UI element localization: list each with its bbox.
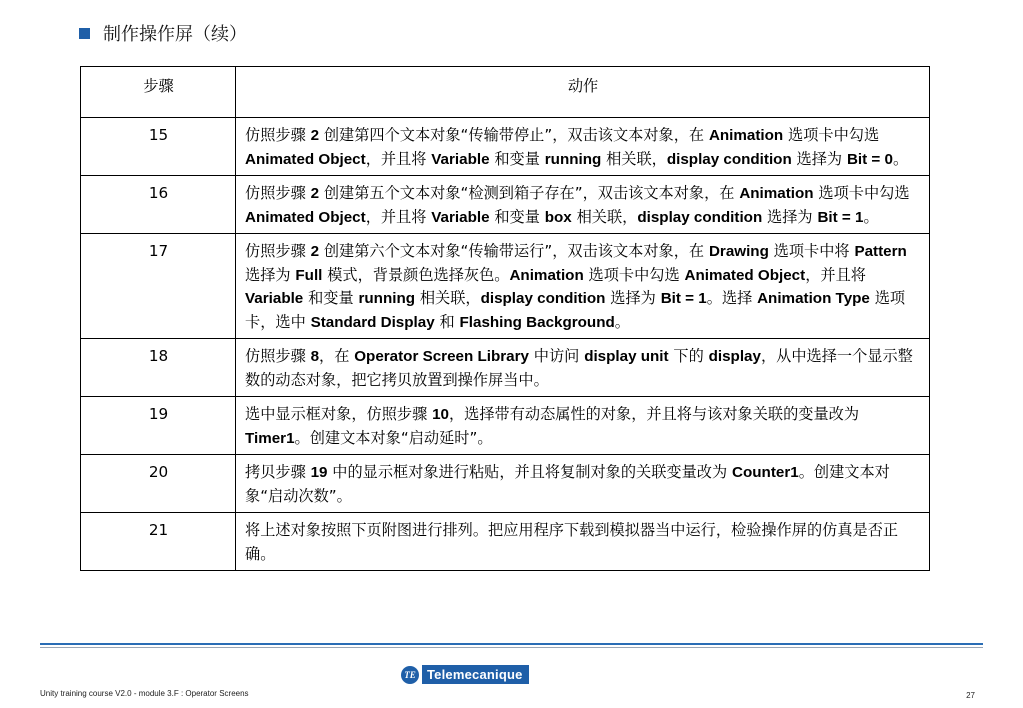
bold-term: Bit = 1 xyxy=(817,208,864,226)
text-segment: 选项卡中将 xyxy=(768,242,855,260)
page-number: 27 xyxy=(966,691,975,700)
bold-term: 8 xyxy=(310,348,320,365)
bold-term: Animation Type xyxy=(757,290,870,307)
text-segment: 。 xyxy=(863,207,879,226)
text-segment: 。 xyxy=(892,149,909,168)
text-segment: 模式，背景颜色选择灰色。 xyxy=(322,265,510,284)
text-segment: 创建第四个文本对象“传输带停止”，双击该文本对象，在 xyxy=(319,126,709,144)
steps-table xyxy=(80,66,930,571)
text-segment: 。 xyxy=(614,312,630,331)
text-segment: 和变量 xyxy=(489,149,545,168)
step-number: 17 xyxy=(81,234,236,339)
step-description xyxy=(236,118,930,176)
text-segment: 仿照步骤 xyxy=(245,126,311,144)
table-row xyxy=(81,397,930,455)
bold-term: box xyxy=(544,208,572,226)
bold-term: Timer1 xyxy=(245,429,295,447)
bold-term: 2 xyxy=(310,243,320,260)
text-segment: 选项卡中勾选 xyxy=(783,126,880,144)
logo-wordmark: Telemecanique xyxy=(422,665,529,684)
bold-term: Full xyxy=(295,266,323,284)
bold-term: Animated Object xyxy=(245,208,366,226)
footer-divider xyxy=(40,643,983,645)
bold-term: display xyxy=(708,348,761,365)
bold-term: Bit = 0 xyxy=(846,150,893,168)
page-title: 制作操作屏（续） xyxy=(103,24,247,45)
text-segment: 选项卡，选中 xyxy=(245,289,906,331)
step-number: 18 xyxy=(81,339,236,397)
text-segment: 选择为 xyxy=(245,265,296,284)
bullet-square-icon xyxy=(79,28,90,39)
text-segment: 相关联， xyxy=(571,207,638,226)
bold-term: Variable xyxy=(431,208,490,226)
text-segment: 将上述对象按照下页附图进行排列。把应用程序下载到模拟器当中运行，检验操作屏的仿真是否正确。 xyxy=(245,521,899,563)
bold-term: running xyxy=(544,150,602,168)
table-row xyxy=(81,118,930,176)
bold-term: Animated Object xyxy=(684,266,806,284)
text-segment: 和变量 xyxy=(303,289,359,307)
step-number: 15 xyxy=(81,118,236,176)
bold-term: Bit = 1 xyxy=(660,290,707,307)
text-segment: ，并且将 xyxy=(365,207,432,226)
text-segment: 和变量 xyxy=(489,207,545,226)
text-segment: ，选择带有动态属性的对象，并且将与该对象关联的变量改为 xyxy=(448,405,860,423)
step-description xyxy=(236,513,930,571)
text-segment: 和 xyxy=(434,312,460,331)
step-description xyxy=(236,339,930,397)
bold-term: 10 xyxy=(432,406,449,423)
text-segment: 选项卡中勾选 xyxy=(583,265,685,284)
text-segment: 下的 xyxy=(668,347,709,365)
step-description xyxy=(236,234,930,339)
bold-term: Variable xyxy=(245,290,304,307)
text-segment: 拷贝步骤 xyxy=(245,463,311,481)
step-description xyxy=(236,176,930,234)
bold-term: Drawing xyxy=(708,243,769,260)
text-segment: ，并且将 xyxy=(365,149,432,168)
step-description xyxy=(236,397,930,455)
bold-term: Operator Screen Library xyxy=(354,348,529,365)
step-number: 16 xyxy=(81,176,236,234)
text-segment: 仿照步骤 xyxy=(245,347,311,365)
text-segment: 。创建文本对象“启动次数”。 xyxy=(245,463,890,505)
logo-mark-icon: TE xyxy=(401,666,419,684)
bold-term: Animation xyxy=(739,185,814,202)
text-segment: 。创建文本对象“启动延时”。 xyxy=(294,428,493,447)
text-segment: 相关联， xyxy=(601,149,667,168)
text-segment: 选择为 xyxy=(791,149,847,168)
text-segment: 创建第六个文本对象“传输带运行”，双击该文本对象，在 xyxy=(319,242,709,260)
footer-course-label: Unity training course V2.0 - module 3.F : Operator Screens xyxy=(40,689,249,698)
table-row xyxy=(81,176,930,234)
bold-term: Animated Object xyxy=(245,150,366,168)
step-description xyxy=(236,455,930,513)
bold-term: display condition xyxy=(480,290,606,307)
text-segment: 选项卡中勾选 xyxy=(813,184,910,202)
bold-term: Pattern xyxy=(854,243,907,260)
text-segment: 仿照步骤 xyxy=(245,184,311,202)
bold-term: Animation xyxy=(509,266,584,284)
bold-term: display condition xyxy=(637,208,763,226)
table-row xyxy=(81,339,930,397)
header-action: 动作 xyxy=(236,67,930,118)
step-number: 19 xyxy=(81,397,236,455)
text-segment: 选择为 xyxy=(605,289,661,307)
telemecanique-logo xyxy=(401,665,529,684)
text-segment: ，在 xyxy=(319,347,355,365)
bold-term: Variable xyxy=(431,150,490,168)
step-number: 20 xyxy=(81,455,236,513)
text-segment: 中的显示框对象进行粘贴，并且将复制对象的关联变量改为 xyxy=(327,463,733,481)
text-segment: 仿照步骤 xyxy=(245,242,311,260)
text-segment: 选中显示框对象，仿照步骤 xyxy=(245,405,433,423)
text-segment: 创建第五个文本对象“检测到箱子存在”，双击该文本对象，在 xyxy=(319,184,740,202)
text-segment: ，从中选择一个显示整数的动态对象，把它拷贝放置到操作屏当中。 xyxy=(245,347,913,389)
bold-term: display condition xyxy=(666,150,792,168)
header-step: 步骤 xyxy=(81,67,236,118)
bold-term: Standard Display xyxy=(310,313,435,331)
bold-term: 19 xyxy=(310,464,328,481)
bold-term: display unit xyxy=(584,348,669,365)
table-row xyxy=(81,455,930,513)
bold-term: Counter1 xyxy=(732,464,799,481)
table-header-row xyxy=(81,67,930,118)
table-row xyxy=(81,513,930,571)
title-bar xyxy=(79,20,247,46)
text-segment: 中访问 xyxy=(528,347,585,365)
footer-divider-thin xyxy=(40,647,983,648)
bold-term: running xyxy=(358,290,415,307)
text-segment: 选择为 xyxy=(762,207,818,226)
bold-term: 2 xyxy=(310,127,320,144)
text-segment: ，并且将 xyxy=(805,265,866,284)
table-row xyxy=(81,234,930,339)
text-segment: 相关联， xyxy=(415,289,481,307)
bold-term: 2 xyxy=(310,185,320,202)
bold-term: Flashing Background xyxy=(459,313,615,331)
bold-term: Animation xyxy=(708,127,784,144)
text-segment: 。选择 xyxy=(706,289,758,307)
step-number: 21 xyxy=(81,513,236,571)
